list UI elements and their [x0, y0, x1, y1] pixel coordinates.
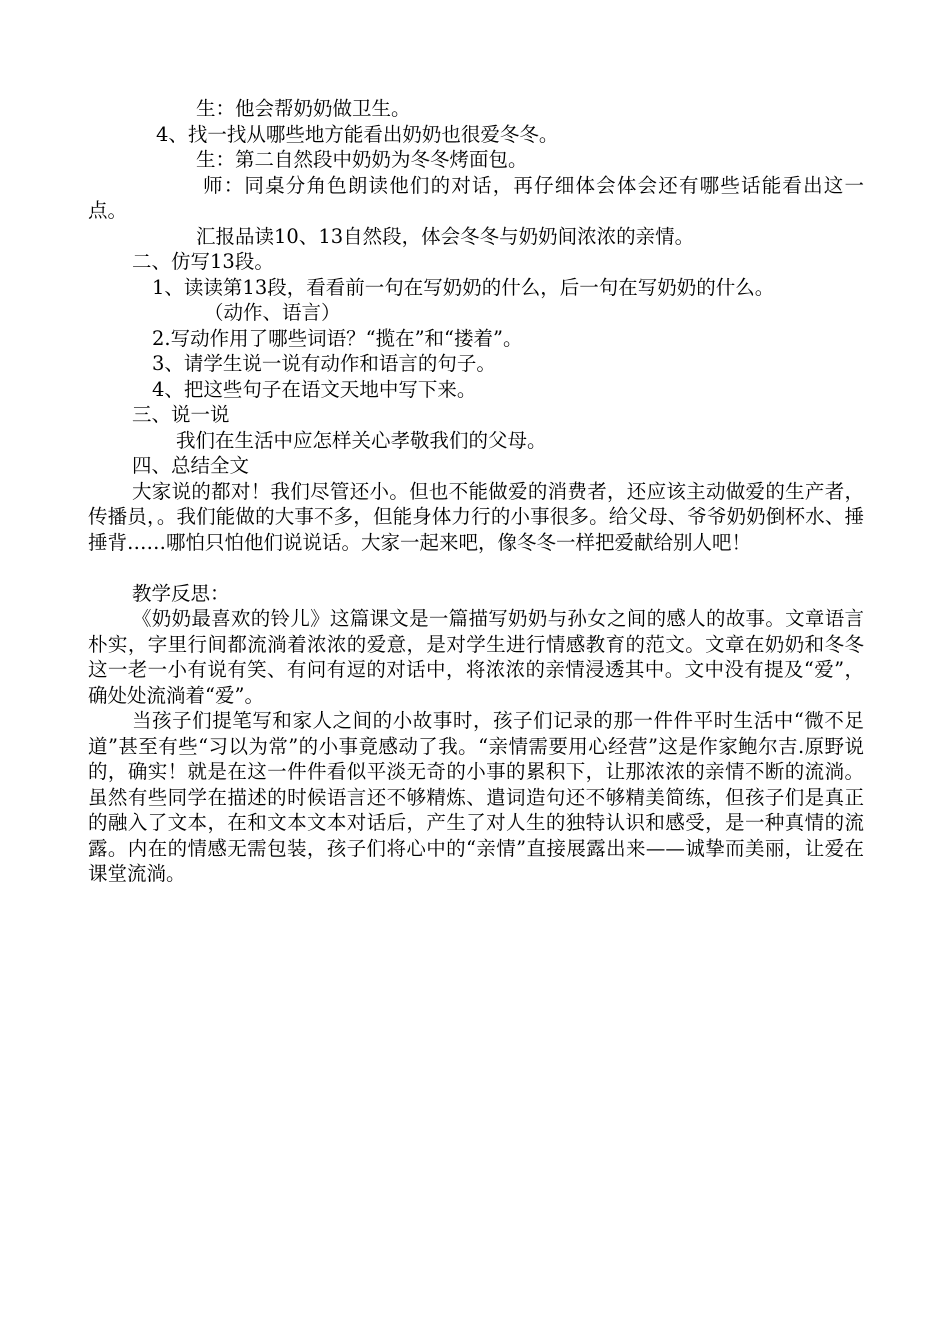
section-2-item-2: 2.写动作用了哪些词语？“揽在”和“搂着”。	[152, 326, 523, 350]
reflection-heading: 教学反思：	[132, 581, 230, 605]
teacher-instruction: 师：同桌分角色朗读他们的对话，再仔细体会体会还有哪些话能看出这一点。	[88, 173, 864, 222]
section-3-body: 我们在生活中应怎样关心孝敬我们的父母。	[176, 428, 547, 452]
section-2-item-1: 1、读读第13段，看看前一句在写奶奶的什么，后一句在写奶奶的什么。	[152, 275, 775, 299]
section-2-heading: 二、仿写13段。	[132, 250, 274, 273]
reflection-paragraph-1: 《奶奶最喜欢的铃儿》这篇课文是一篇描写奶奶与孙女之间的感人的故事。文章语言朴实，字里行间都流淌着浓浓的爱意，是对学生进行情感教育的范文。文章在奶奶和冬冬这一老一小有说有笑、有问有逗的对话中，将浓浓的亲情浸透其中。文中没有提及“爱”，确处处流淌着“爱”。	[88, 607, 864, 707]
step-4-heading: 4、找一找从哪些地方能看出奶奶也很爱冬冬。	[156, 122, 559, 146]
section-3-heading: 三、说一说	[132, 403, 230, 426]
report-reading: 汇报品读10、13自然段，体会冬冬与奶奶间浓浓的亲情。	[196, 224, 695, 248]
summary-paragraph: 大家说的都对！我们尽管还小。但也不能做爱的消费者，还应该主动做爱的生产者，传播员，。我们能做的大事不多，但能身体力行的小事很多。给父母、爷爷奶奶倒杯水、捶捶背……哪怕只怕他们说说话。大家一起来吧，像冬冬一样把爱献给别人吧！	[88, 479, 864, 554]
section-4-heading: 四、总结全文	[132, 454, 250, 477]
section-2-item-4: 4、把这些句子在语文天地中写下来。	[152, 377, 477, 401]
document-page	[88, 96, 864, 887]
section-2-item-3: 3、请学生说一说有动作和语言的句子。	[152, 352, 496, 375]
blank-line	[88, 555, 864, 581]
section-2-item-1-note: （动作、语言）	[204, 301, 341, 324]
student-answer-2: 生：第二自然段中奶奶为冬冬烤面包。	[196, 148, 528, 171]
reflection-paragraph-2: 当孩子们提笔写和家人之间的小故事时，孩子们记录的那一件件平时生活中“微不足道”甚至有些“习以为常”的小事竟感动了我。“亲情需要用心经营”这是作家鲍尔吉.原野说的，确实！就是在这一件件看似平淡无奇的小事的累积下，让那浓浓的亲情不断的流淌。虽然有些同学在描述的时候语言还不够精炼、遣词造句还不够精美简练，但孩子们是真正的融入了文本，在和文本文本对话后，产生了对人生的独特认识和感受，是一种真情的流露。内在的情感无需包装，孩子们将心中的“亲情”直接展露出来——诚挚而美丽，让爱在课堂流淌。	[88, 709, 864, 885]
student-answer-1: 生：他会帮奶奶做卫生。	[196, 97, 411, 120]
